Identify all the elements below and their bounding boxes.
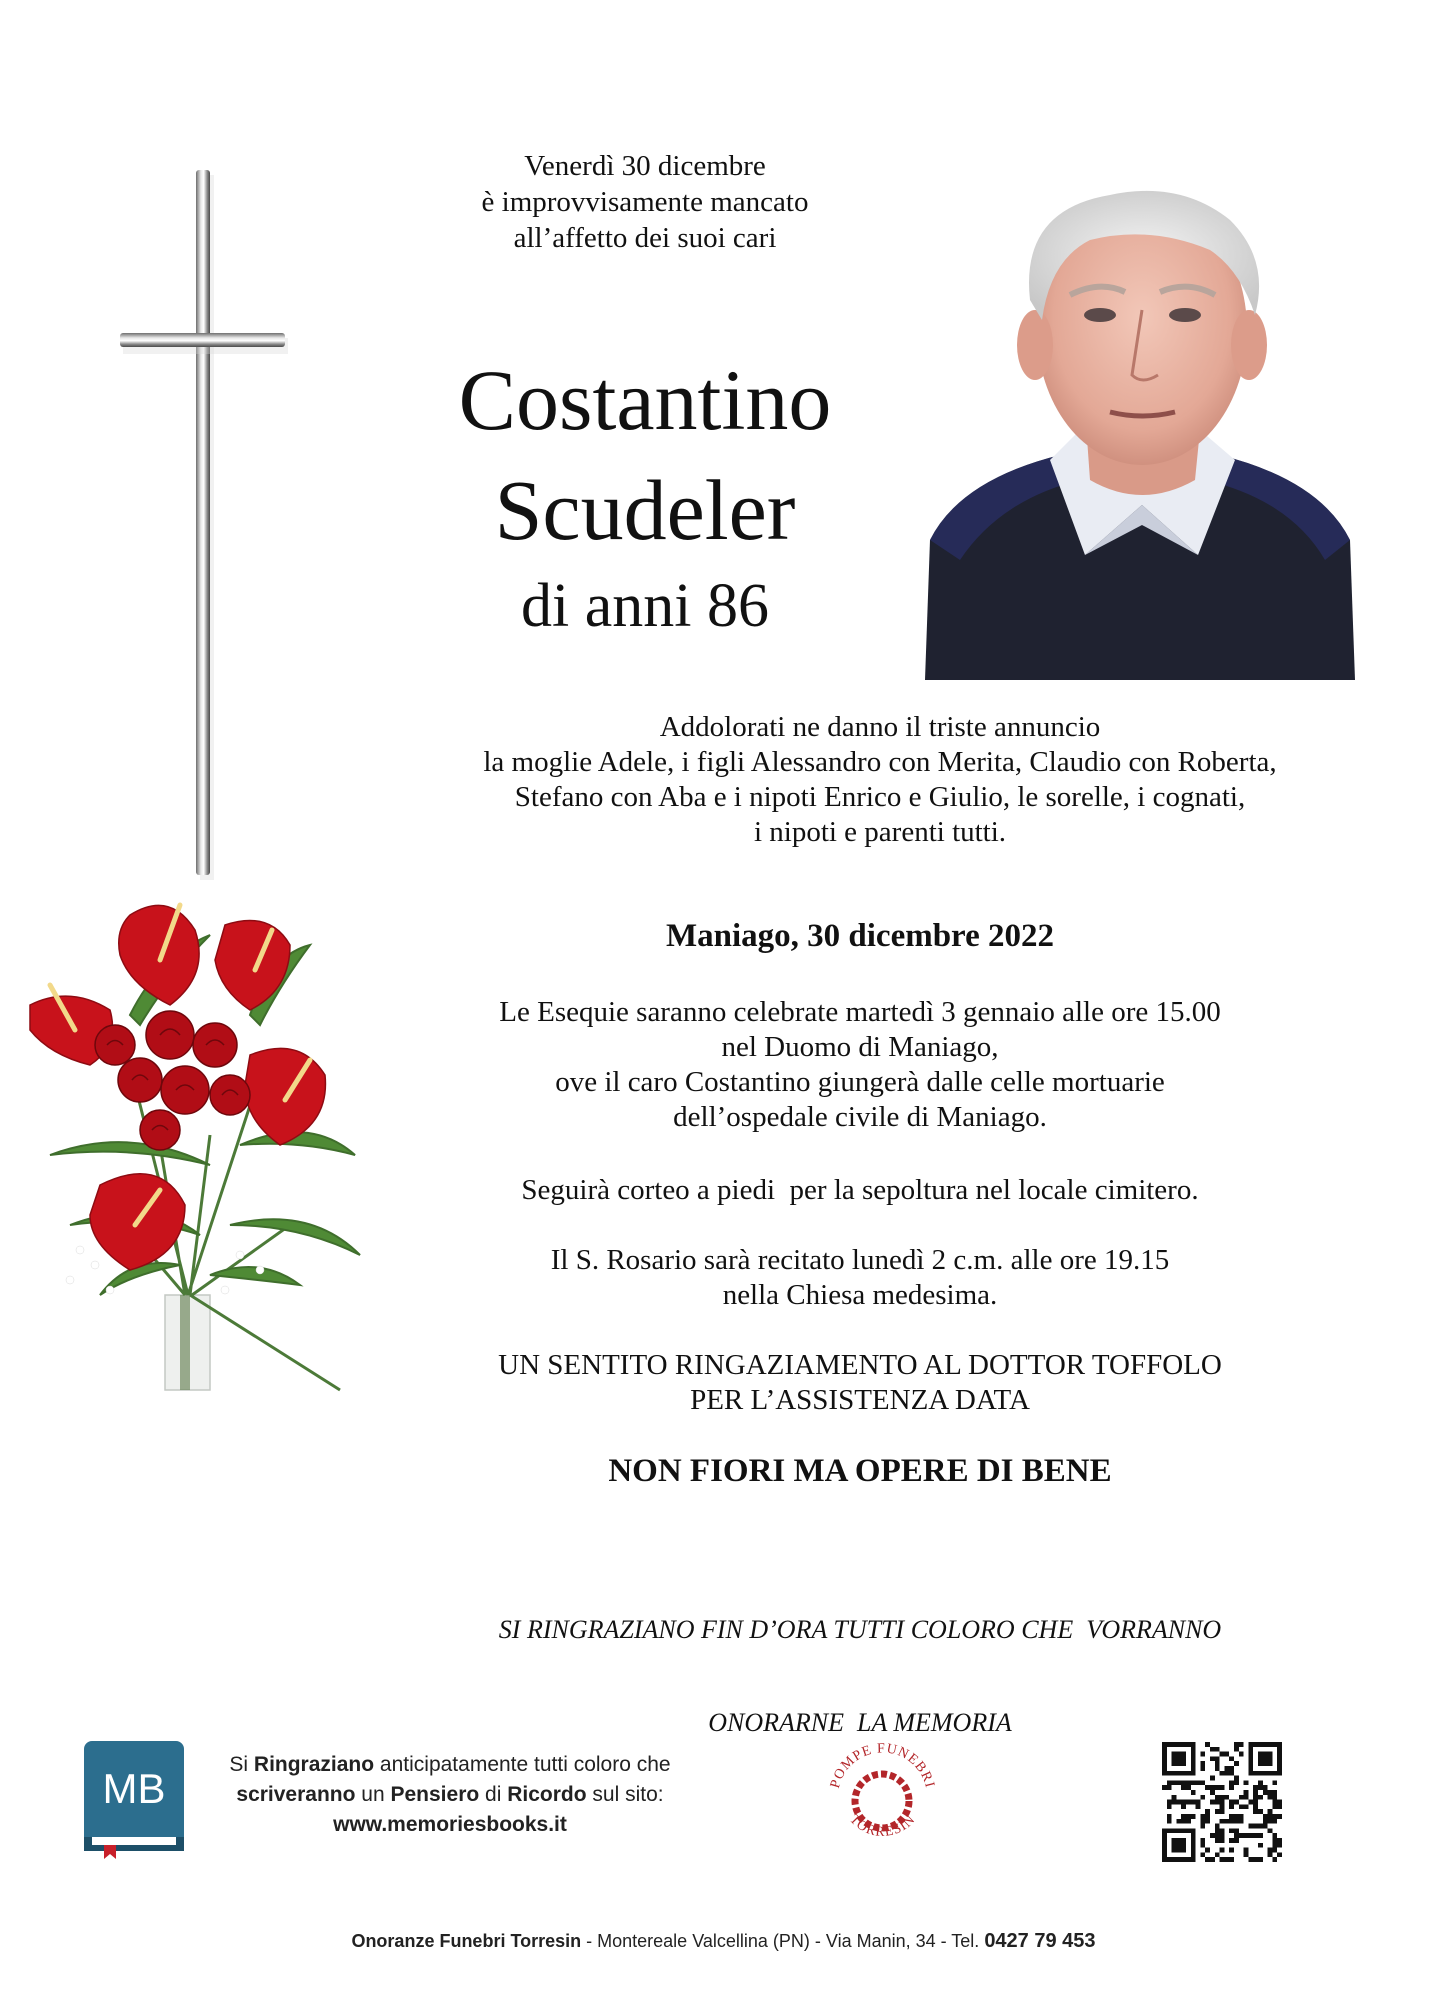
rosary-line: Il S. Rosario sarà recitato lunedì 2 c.m. alle ore 19.15 <box>550 1244 1170 1276</box>
memoriesbooks-logo <box>84 1741 184 1861</box>
thanks-doctor <box>380 1348 1340 1418</box>
qr-code[interactable] <box>1162 1742 1282 1862</box>
intro-text <box>400 148 890 256</box>
memoriesbooks-text <box>205 1750 695 1840</box>
cross-icon <box>118 170 298 885</box>
funeral-line: Le Esequie saranno celebrate martedì 3 gennaio alle ore 15.00 <box>499 996 1221 1028</box>
deceased-last-name: Scudeler <box>494 462 796 558</box>
thanks-all-line: ONORARNE LA MEMORIA <box>708 1708 1012 1737</box>
deceased-age: di anni 86 <box>521 572 769 640</box>
place-date: Maniago, 30 dicembre 2022 <box>665 918 1055 954</box>
announcement-line: i nipoti e parenti tutti. <box>753 816 1007 848</box>
rosary-text <box>380 1243 1340 1313</box>
svg-text:POMPE FUNEBRI: POMPE FUNEBRI <box>827 1741 938 1790</box>
funeral-line: nel Duomo di Maniago, <box>721 1031 999 1063</box>
cortege-text: Seguirà corteo a piedi per la sepoltura nel locale cimitero. <box>521 1174 1199 1206</box>
mb-line-2: scriveranno un Pensiero di Ricordo sul sito: <box>236 1783 664 1806</box>
announcement-line: Addolorati ne danno il triste annuncio <box>659 711 1101 743</box>
announcement-line: la moglie Adele, i figli Alessandro con Merita, Claudio con Roberta, <box>483 746 1277 778</box>
thanks-all-line: SI RINGRAZIANO FIN D’ORA TUTTI COLORO CHE VORRANNO <box>498 1615 1222 1644</box>
deceased-first-name: Costantino <box>458 352 832 448</box>
footer-phone: 0427 79 453 <box>984 1930 1096 1952</box>
mb-url-link[interactable]: www.memoriesbooks.it <box>333 1813 567 1836</box>
intro-line: è improvvisamente mancato <box>481 186 809 218</box>
flowers-image <box>10 895 370 1395</box>
mb-logo-text: MB <box>102 1765 166 1812</box>
funeral-line: dell’ospedale civile di Maniago. <box>673 1101 1047 1133</box>
pompe-funebri-logo <box>820 1735 945 1860</box>
announcement <box>380 710 1380 850</box>
funeral-details <box>380 995 1340 1135</box>
svg-text:TORRESIN: TORRESIN <box>846 1812 919 1841</box>
thanks-doctor-line: UN SENTITO RINGAZIAMENTO AL DOTTOR TOFFOLO <box>498 1349 1222 1381</box>
footer-contact <box>0 1930 1447 1953</box>
thanks-doctor-line: PER L’ASSISTENZA DATA <box>690 1384 1030 1416</box>
intro-line: Venerdì 30 dicembre <box>524 150 766 182</box>
mb-line-1: Si Ringraziano anticipatamente tutti coloro che <box>229 1753 671 1776</box>
footer-address: - Montereale Valcellina (PN) - Via Manin, 34 - Tel. <box>581 1931 985 1951</box>
intro-line: all’affetto dei suoi cari <box>513 222 777 254</box>
rosary-line: nella Chiesa medesima. <box>722 1279 998 1311</box>
announcement-line: Stefano con Aba e i nipoti Enrico e Giulio, le sorelle, i cognati, <box>514 781 1246 813</box>
footer-company: Onoranze Funebri Torresin <box>351 1931 582 1951</box>
no-flowers-notice: NON FIORI MA OPERE DI BENE <box>608 1453 1112 1489</box>
funeral-line: ove il caro Costantino giungerà dalle celle mortuarie <box>555 1066 1165 1098</box>
portrait-photo <box>920 180 1360 680</box>
